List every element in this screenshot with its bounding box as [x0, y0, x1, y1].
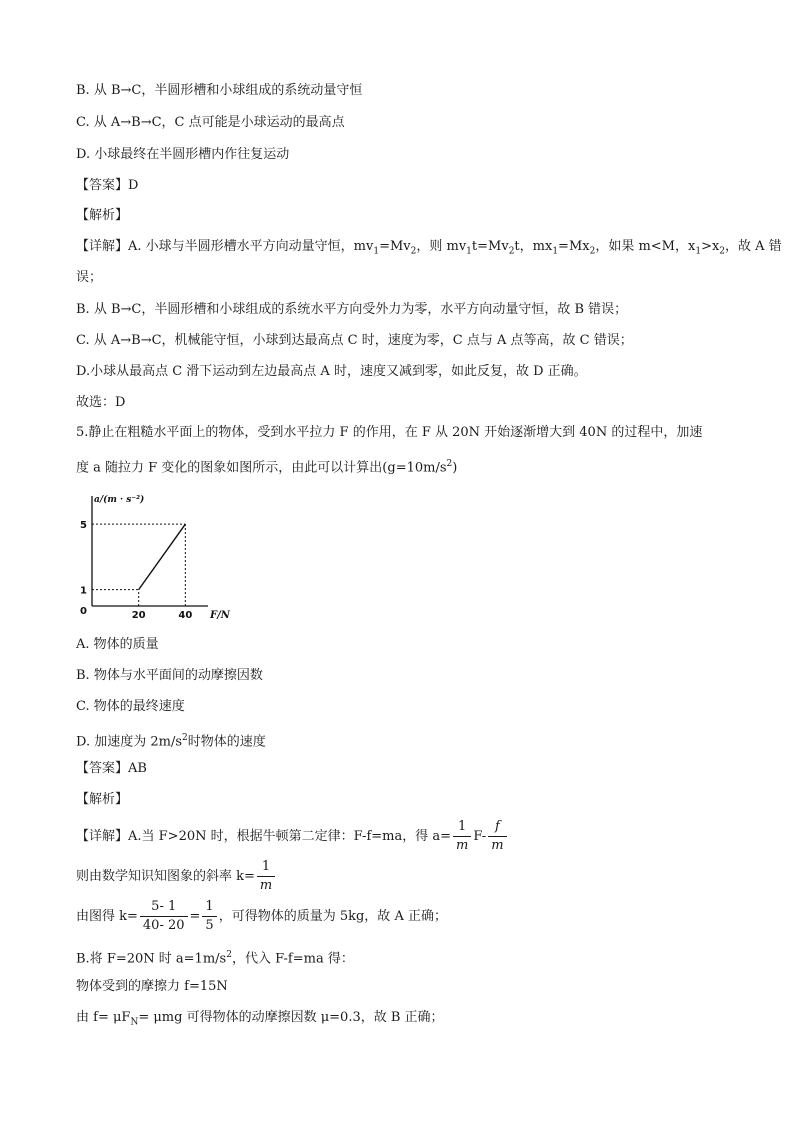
fraction-f-over-m: $\frac{f}{m}$ [488, 818, 506, 855]
question-5-stem-cont: 度 a 随拉力 F 变化的图象如图所示，由此可以计算出$(g=10m/s^2)$ [76, 459, 458, 476]
detail-line-3-q5: 由图得 k= $\frac{5- 1}{40- 20}$ = $\frac{1}{5}$ ，可得物体的质量为 5kg，故 A 正确； [76, 899, 447, 933]
detail-line-d-q4: D.小球从最高点 C 滑下运动到左边最高点 A 时，速度又减到零，如此反复，故 D 正确。 [76, 364, 587, 379]
fraction-one-over-m: $\frac{1}{m}$ [453, 818, 471, 855]
question-5-stem: 5.静止在粗糙水平面上的物体，受到水平拉力 F 的作用，在 F 从 20N 开始逐渐增大到 40N 的过程中，加速 [76, 425, 703, 440]
detail-line-b-q4: B. 从 B→C，半圆形槽和小球组成的系统水平方向受外力为零，水平方向动量守恒，故 B 错误； [76, 302, 628, 317]
series-line-0 [139, 524, 186, 589]
y-axis-label: a/(m · s⁻²) [94, 495, 145, 505]
detail-line-2-q5: 则由数学知识知图象的斜率 k= $\frac{1}{m}$ [76, 858, 277, 896]
detail-line-6-q5: 由 $f= \mu F_N= \mu mg$ 可得物体的动摩擦因数 μ=0.3，故 B 正确； [76, 1010, 444, 1028]
detail-line-1-q5: 【详解】A.当 F>20N 时，根据牛顿第二定律：F-f=ma，得 a= $\frac{1}{m}$ F- $\frac{f}{m}$ [76, 818, 509, 856]
analysis-heading-q5: 【解析】 [76, 792, 129, 807]
fraction-one-fifth: $\frac{1}{5}$ [202, 898, 216, 935]
x-tick-label-40: 40 [178, 610, 193, 621]
fraction-slope-values: $\frac{5- 1}{40- 20}$ [140, 898, 188, 935]
answer-q4: 【答案】D [76, 178, 139, 193]
option-d-q4: D. 小球最终在半圆形槽内作往复运动 [76, 147, 290, 162]
choice-summary-q4: 故选：D [76, 395, 126, 410]
option-b-q4: B. 从 B→C，半圆形槽和小球组成的系统动量守恒 [76, 83, 363, 98]
y-tick-label-1: 1 [80, 585, 87, 597]
detail-line-c-q4: C. 从 A→B→C，机械能守恒，小球到达最高点 C 时，速度为零，C 点与 A 点等高，故 C 错误； [76, 333, 633, 348]
origin-label: 0 [80, 606, 87, 617]
y-tick-label-5: 5 [80, 520, 87, 532]
a-vs-f-graph [70, 488, 230, 624]
answer-q5: 【答案】AB [76, 761, 147, 776]
x-tick-label-20: 20 [131, 610, 146, 621]
x-axis-label: F/N [210, 610, 230, 621]
detail-line-a-cont-q4: 误； [76, 270, 103, 285]
detail-line-5-q5: 物体受到的摩擦力 f=15N [76, 979, 228, 994]
option-c-q5: C. 物体的最终速度 [76, 699, 185, 714]
analysis-heading-q4: 【解析】 [76, 208, 129, 223]
option-b-q5: B. 物体与水平面间的动摩擦因数 [76, 668, 263, 683]
option-c-q4: C. 从 A→B→C，C 点可能是小球运动的最高点 [76, 115, 345, 130]
detail-line-4-q5: B.将 F=20N 时 $a=1m/s^2$，代入 F-f=ma 得： [76, 950, 354, 967]
option-a-q5: A. 物体的质量 [76, 637, 159, 652]
option-d-q5: D. 加速度为 $2m/s^2$时物体的速度 [76, 733, 266, 750]
fraction-slope: $\frac{1}{m}$ [257, 858, 275, 895]
detail-line-a-q4: 【详解】A. 小球与半圆形槽水平方向动量守恒，$mv_1=Mv_2$，则 $mv_1t=Mv_2t$，$mx_1=Mx_2$，如果 m<M，$x_1>x_2$，故 A 错 [76, 239, 782, 257]
